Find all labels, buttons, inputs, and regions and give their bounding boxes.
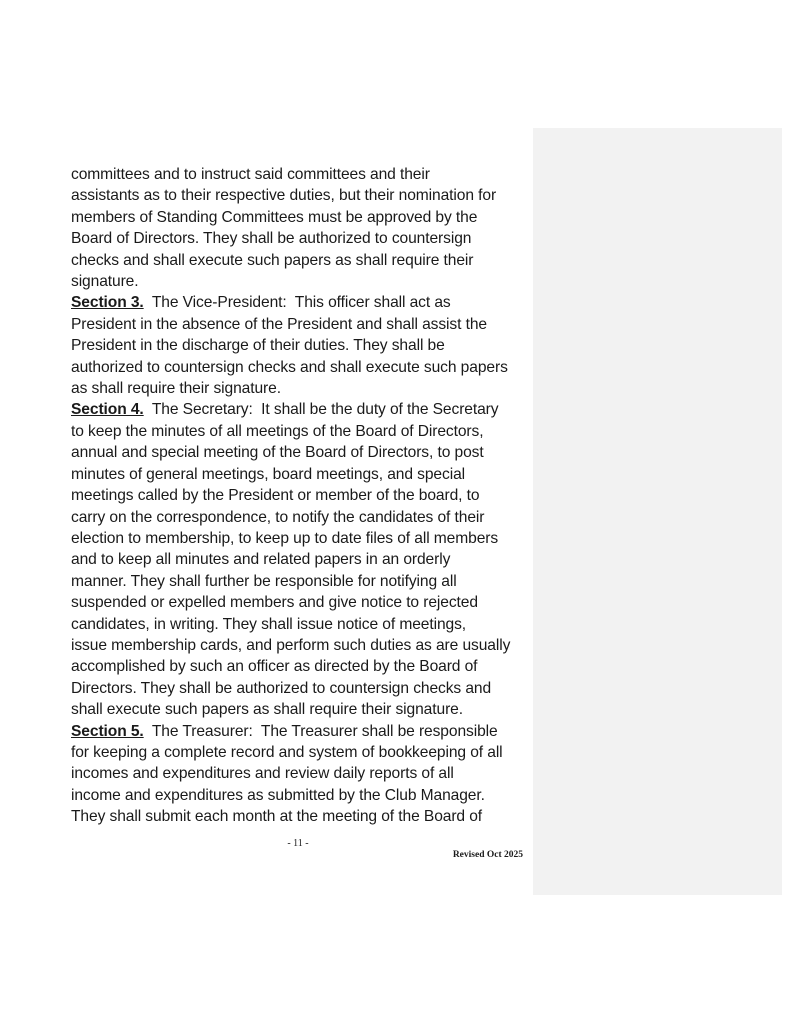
text-line: for keeping a complete record and system of bookkeeping of all — [71, 743, 503, 761]
text-line: committees and to instruct said committees and their — [71, 166, 430, 183]
text-line: and to keep all minutes and related papers in an orderly — [71, 551, 451, 569]
page-number: - 11 - — [287, 838, 309, 849]
text-line: They shall submit each month at the meeting of the Board of — [71, 808, 483, 826]
text-line: carry on the correspondence, to notify the candidates of their — [71, 508, 485, 526]
text-line: suspended or expelled members and give notice to rejected — [71, 594, 478, 612]
text-line: signature. — [71, 273, 139, 291]
text-line: to keep the minutes of all meetings of the Board of Directors, — [71, 422, 484, 440]
comment-margin-pane — [533, 128, 782, 895]
text-line: shall execute such papers as shall require their signature. — [71, 701, 463, 719]
revision-note: Revised Oct 2025 — [452, 850, 523, 860]
section-3-label: Section 3. — [71, 294, 144, 312]
section-3-title: The Vice-President: This officer shall act as — [143, 294, 451, 312]
text-line: incomes and expenditures and review daily reports of all — [71, 765, 454, 783]
section-5-heading — [71, 721, 531, 742]
document-body — [71, 164, 531, 828]
text-line: candidates, in writing. They shall issue notice of meetings, — [71, 615, 467, 633]
text-line: minutes of general meetings, board meetings, and special — [71, 465, 466, 483]
text-line: election to membership, to keep up to date files of all members — [71, 529, 499, 547]
text-line: President in the absence of the President and shall assist the — [71, 315, 487, 333]
text-line: accomplished by such an officer as directed by the Board of — [71, 658, 478, 676]
text-line: Board of Directors. They shall be authorized to countersign — [71, 230, 472, 248]
text-line: meetings called by the President or member of the board, to — [71, 487, 480, 505]
text-line: annual and special meeting of the Board of Directors, to post — [71, 444, 484, 462]
text-line: Directors. They shall be authorized to countersign checks and — [71, 679, 492, 697]
text-line: manner. They shall further be responsible for notifying all — [71, 572, 457, 590]
section-5-title: The Treasurer: The Treasurer shall be responsible — [143, 722, 498, 740]
section-4-label: Section 4. — [71, 401, 144, 419]
text-line: checks and shall execute such papers as shall require their — [71, 251, 474, 269]
text-line: President in the discharge of their duties. They shall be — [71, 337, 445, 355]
text-line: issue membership cards, and perform such duties as are usually — [71, 636, 511, 654]
text-line: as shall require their signature. — [71, 380, 281, 398]
text-line: members of Standing Committees must be approved by the — [71, 208, 478, 226]
text-line: authorized to countersign checks and shall execute such papers — [71, 358, 508, 376]
text-line: income and expenditures as submitted by the Club Manager. — [71, 786, 485, 804]
text-line: assistants as to their respective duties, but their nomination for — [71, 187, 497, 205]
section-5-label: Section 5. — [71, 722, 144, 740]
section-4-title: The Secretary: It shall be the duty of the Secretary — [143, 401, 499, 419]
section-3-heading — [71, 292, 531, 313]
section-4-heading — [71, 399, 531, 420]
